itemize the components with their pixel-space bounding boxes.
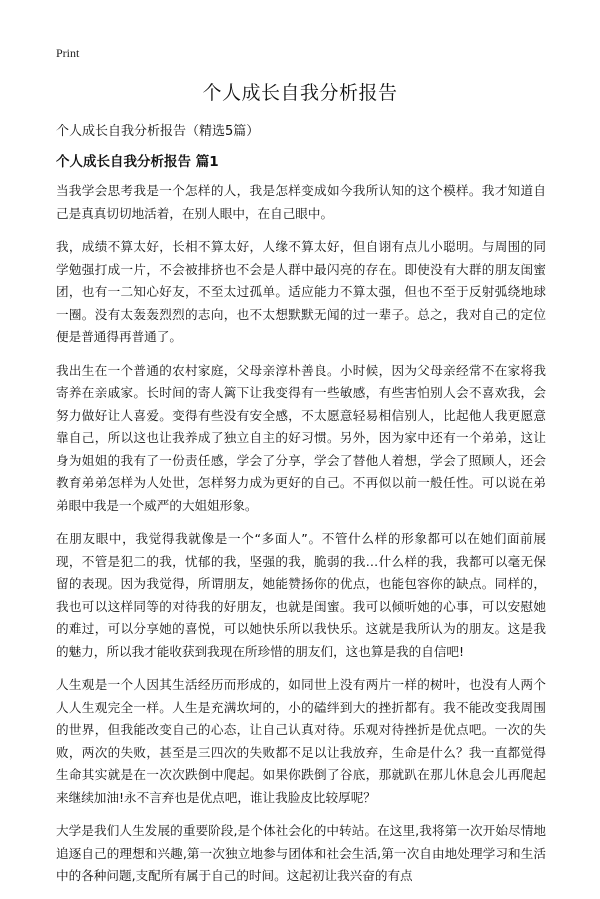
document-body: [56, 180, 546, 899]
paragraph: 我，成绩不算太好，长相不算太好，人缘不算太好，但自诩有点儿小聪明。与周围的同学勉强打成一片，不会被排挤也不会是人群中最闪亮的存在。即使没有大群的朋友闺蜜团，也有一二知心好友，不至太过孤单。适应能力不算太强，但也不至于反射弧绕地球一圈。没有太轰轰烈烈的志向，也不太想默默无闻的过一辈子。总之，我对自己的定位便是普通得再普通了。: [56, 239, 546, 344]
paragraph: 我出生在一个普通的农村家庭，父母亲淳朴善良。小时候，因为父母亲经常不在家将我寄养在亲戚家。长时间的寄人篱下让我变得有一些敏感，有些害怕别人会不喜欢我，会努力做好让人喜爱。变得有些没有安全感，不太愿意轻易相信别人，比起他人我更愿意靠自己，所以这也让我养成了独立自主的好习惯。另外，因为家中还有一个弟弟，这让身为姐姐的我有了一份责任感，学会了分享，学会了替他人着想，学会了照顾人，还会教育弟弟怎样为人处世，怎样努力成为更好的自己。不再似以前一般任性。可以说在弟弟眼中我是一个威严的大姐姐形象。: [56, 362, 546, 513]
paragraph: 当我学会思考我是一个怎样的人，我是怎样变成如今我所认知的这个模样。我才知道自己是真真切切地活着，在别人眼中，在自己眼中。: [56, 183, 546, 221]
section-heading: 个人成长自我分析报告 篇1: [56, 154, 219, 170]
paragraph: 人生观是一个人因其生活经历而形成的，如同世上没有两片一样的树叶，也没有人两个人人生观完全一样。人生是充满坎坷的，小的磕绊到大的挫折都有。我不能改变我周围的世界，但我能改变自己的心态，让自己认真对待。乐观对待挫折是优点吧。一次的失败，两次的失败，甚至是三四次的失败都不足以让我放弃，生命是什么？我一直都觉得生命其实就是在一次次跌倒中爬起。如果你跌倒了谷底，那就趴在那儿休息会儿再爬起来继续加油!永不言弃也是优点吧，谁让我脸皮比较厚呢？: [56, 677, 546, 805]
paragraph: 在朋友眼中，我觉得我就像是一个“多面人”。不管什么样的形象都可以在她们面前展现，不管是犯二的我，忧郁的我，坚强的我，脆弱的我…什么样的我，我都可以毫无保留的表现。因为我觉得，所谓朋友，她能赞扬你的优点，也能包容你的缺点。同样的，我也可以这样同等的对待我的好朋友，也就是闺蜜。我可以倾听她的心事，可以安慰她的难过，可以分享她的喜悦，可以她快乐所以我快乐。这就是我所认为的朋友。这是我的魅力，所以我才能收获到我现在所珍惜的朋友们，这也算是我的自信吧!: [56, 531, 546, 659]
print-link[interactable]: Print: [56, 46, 80, 60]
paragraph: 大学是我们人生发展的重要阶段,是个体社会化的中转站。在这里,我将第一次开始尽情地追逐自己的理想和兴趣,第一次独立地参与团体和社会生活,第一次自由地处理学习和生活中的各种问题,支配所有属于自己的时间。这起初让我兴奋的有点: [56, 823, 546, 883]
document-subtitle: 个人成长自我分析报告（精选5篇）: [56, 124, 260, 139]
page-title: 个人成长自我分析报告: [202, 82, 398, 104]
